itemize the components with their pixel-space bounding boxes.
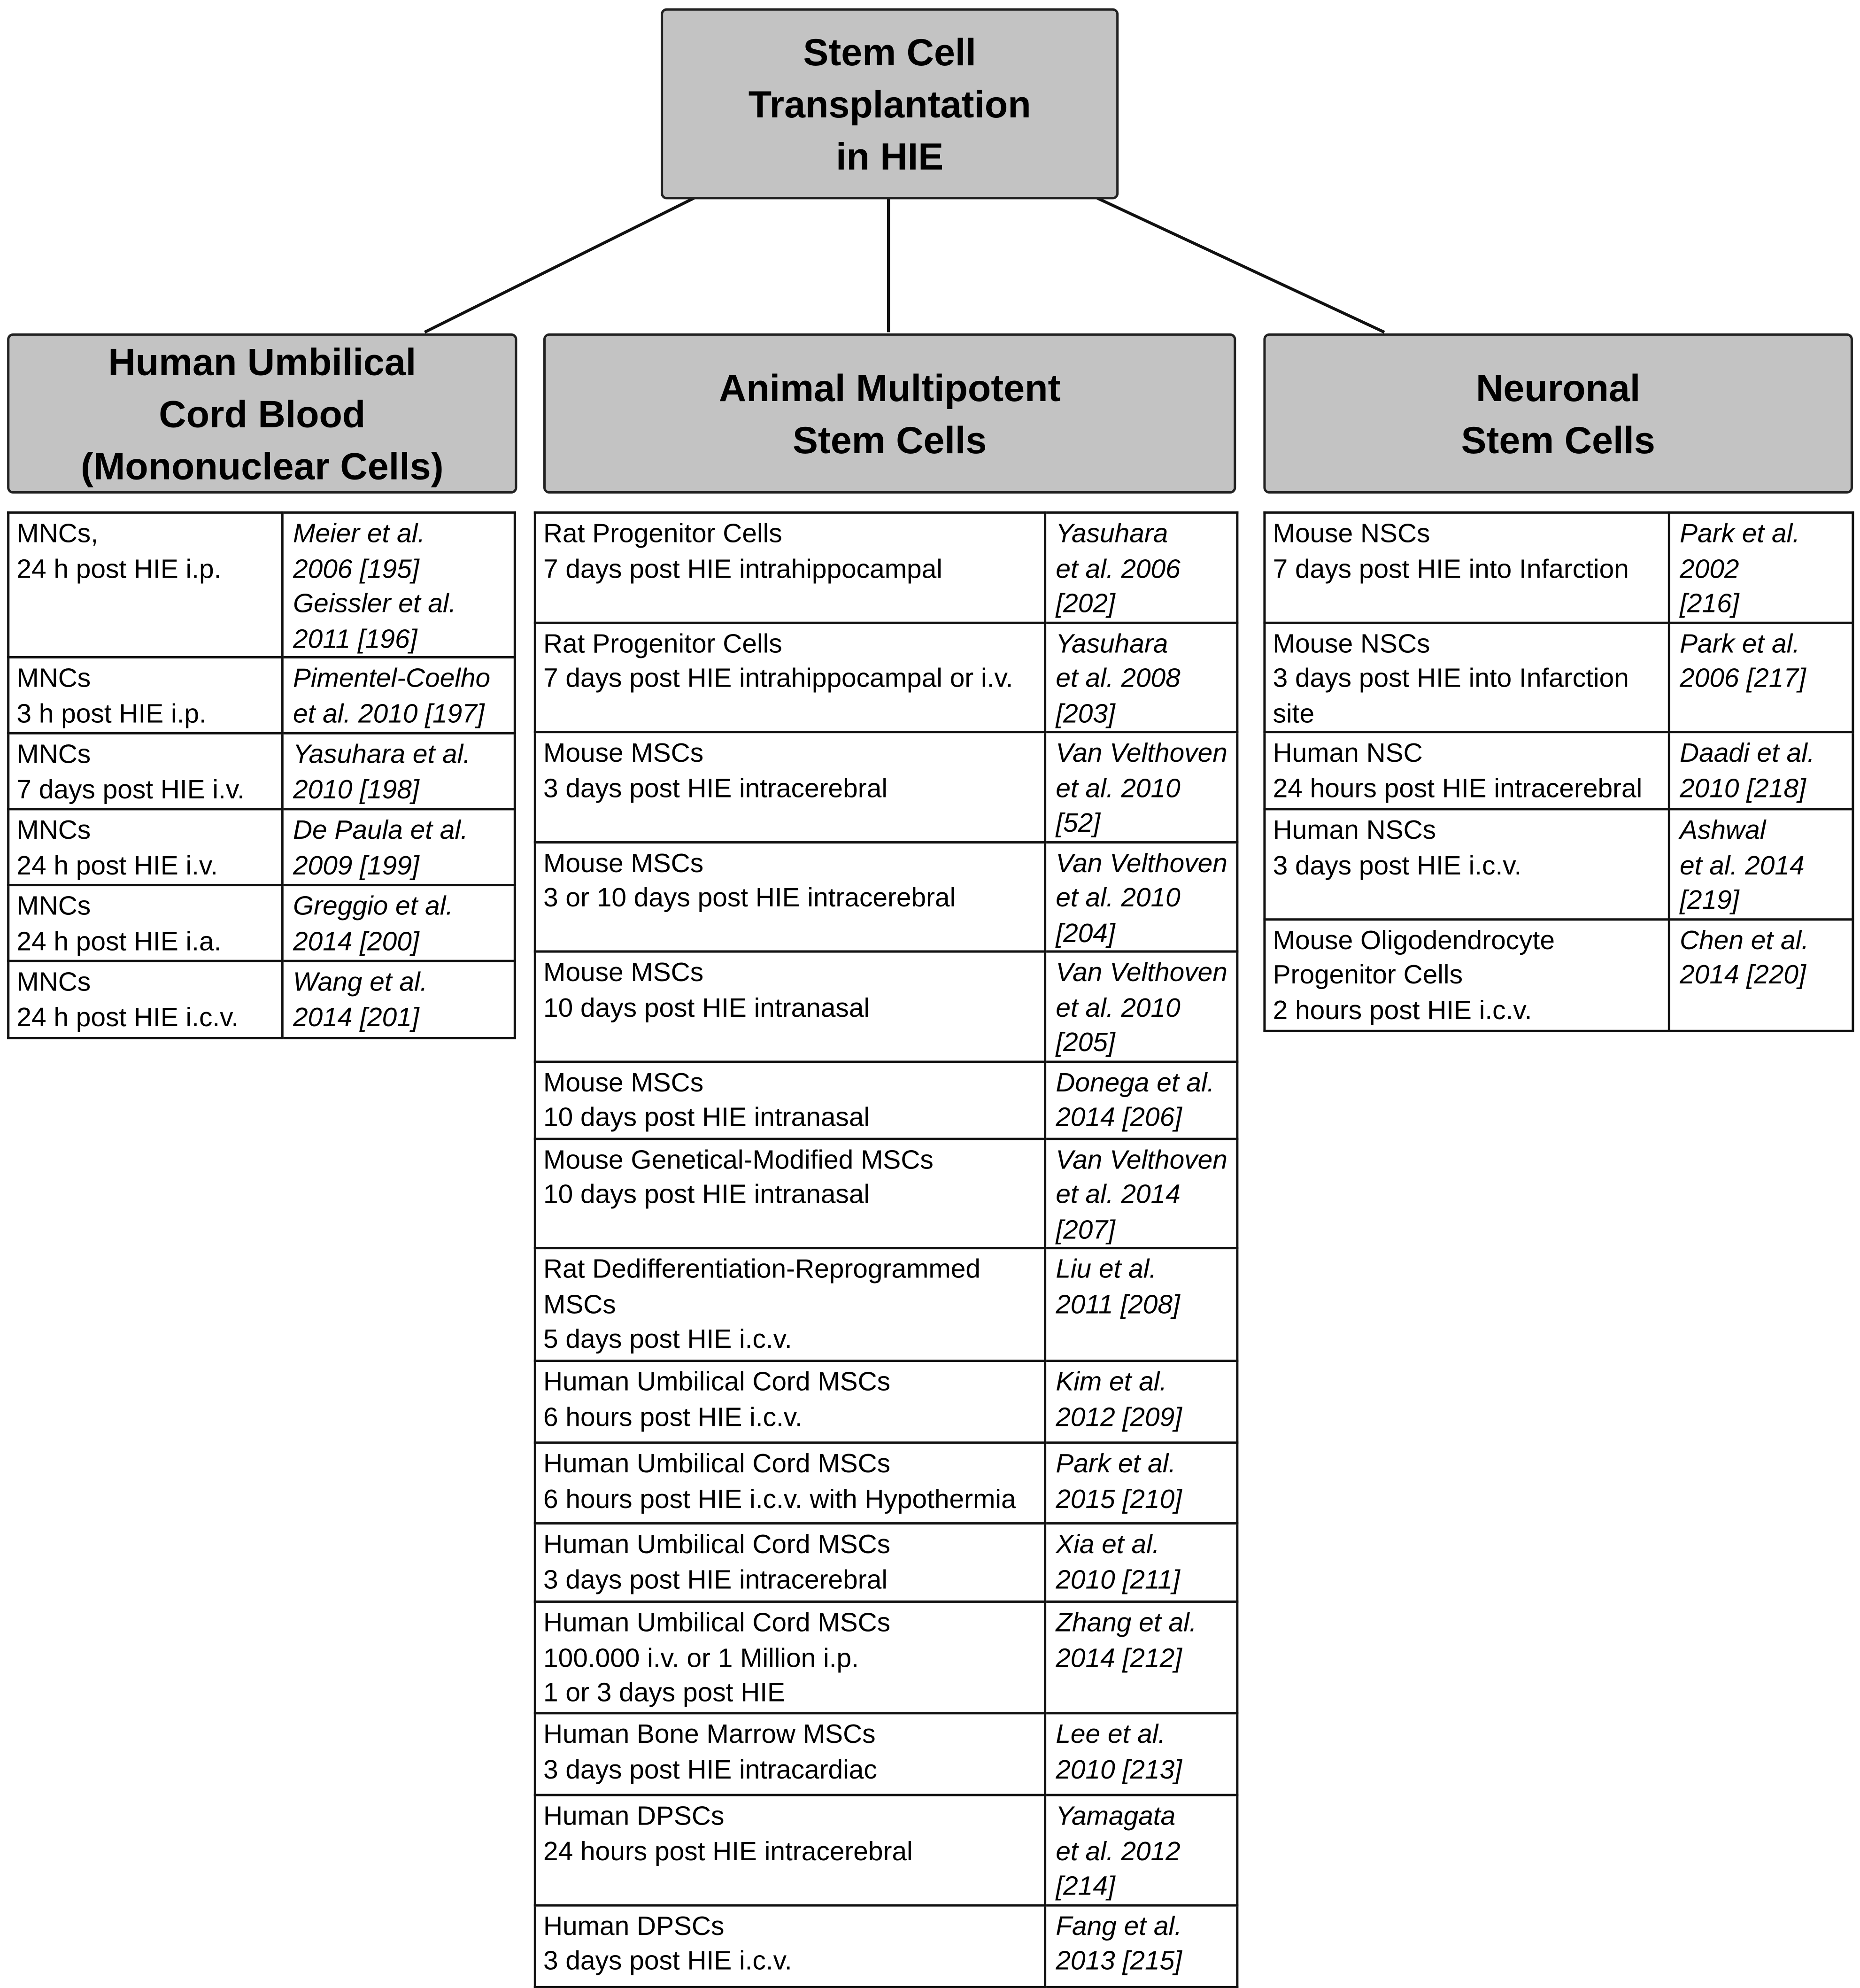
cell-reference: Van Velthoven et al. 2010 [52]	[1045, 732, 1237, 842]
connector-left	[424, 198, 694, 332]
cell-description: Rat Dedifferentiation-Reprogrammed MSCs 5 days post HIE i.c.v.	[535, 1248, 1045, 1361]
cell-reference: Daadi et al. 2010 [218]	[1669, 732, 1853, 809]
table-row	[8, 733, 515, 809]
cell-reference: Yamagata et al. 2012 [214]	[1045, 1795, 1237, 1905]
cell-reference: Chen et al. 2014 [220]	[1669, 919, 1853, 1030]
cell-description: Mouse NSCs 3 days post HIE into Infarction site	[1265, 622, 1669, 732]
cell-reference: Greggio et al. 2014 [200]	[282, 885, 515, 961]
table-cord-blood	[7, 511, 516, 1039]
table-row	[535, 1248, 1237, 1361]
cell-description: Human Umbilical Cord MSCs 3 days post HIE intracerebral	[535, 1524, 1045, 1602]
table-neuronal	[1263, 511, 1854, 1032]
cell-reference: Yasuhara et al. 2006 [202]	[1045, 512, 1237, 622]
cell-reference: Donega et al. 2014 [206]	[1045, 1061, 1237, 1138]
table-row	[535, 1713, 1237, 1795]
cell-reference: Xia et al. 2010 [211]	[1045, 1524, 1237, 1602]
cell-reference: Lee et al. 2010 [213]	[1045, 1713, 1237, 1795]
table-row	[535, 622, 1237, 732]
cell-description: MNCs 24 h post HIE i.a.	[8, 885, 283, 961]
table-row	[1265, 919, 1853, 1030]
cell-reference: Meier et al. 2006 [195] Geissler et al. 2011 [196]	[282, 512, 515, 657]
root-node: Stem Cell Transplantation in HIE	[661, 8, 1119, 200]
cell-description: Mouse MSCs 3 days post HIE intracerebral	[535, 732, 1045, 842]
cell-description: MNCs 3 h post HIE i.p.	[8, 658, 283, 734]
connector-right	[1097, 198, 1384, 332]
cell-description: Mouse Oligodendrocyte Progenitor Cells 2 hours post HIE i.c.v.	[1265, 919, 1669, 1030]
category-header-multipotent: Animal Multipotent Stem Cells	[543, 333, 1236, 494]
cell-reference: Liu et al. 2011 [208]	[1045, 1248, 1237, 1361]
cell-reference: Fang et al. 2013 [215]	[1045, 1905, 1237, 1987]
table-row	[8, 658, 515, 734]
cell-reference: Van Velthoven et al. 2010 [204]	[1045, 842, 1237, 951]
cell-description: Mouse Genetical-Modified MSCs 10 days post HIE intranasal	[535, 1138, 1045, 1248]
table-row	[535, 1905, 1237, 1987]
cell-reference: Van Velthoven et al. 2014 [207]	[1045, 1138, 1237, 1248]
table-row	[535, 951, 1237, 1061]
cell-description: MNCs 24 h post HIE i.v.	[8, 809, 283, 885]
table-row	[535, 1795, 1237, 1905]
cell-reference: Ashwal et al. 2014 [219]	[1669, 809, 1853, 919]
cell-description: Human NSC 24 hours post HIE intracerebral	[1265, 732, 1669, 809]
table-row	[1265, 512, 1853, 622]
cell-description: Human DPSCs 24 hours post HIE intracerebral	[535, 1795, 1045, 1905]
cell-description: Human Umbilical Cord MSCs 100.000 i.v. or 1 Million i.p. 1 or 3 days post HIE	[535, 1601, 1045, 1713]
table-row	[1265, 809, 1853, 919]
table-row	[1265, 622, 1853, 732]
table-row	[535, 732, 1237, 842]
cell-reference: Kim et al. 2012 [209]	[1045, 1361, 1237, 1443]
table-multipotent	[534, 511, 1239, 1988]
table-row	[535, 1061, 1237, 1138]
cell-reference: Zhang et al. 2014 [212]	[1045, 1601, 1237, 1713]
cell-description: Human Umbilical Cord MSCs 6 hours post HIE i.c.v.	[535, 1361, 1045, 1443]
table-row	[535, 1443, 1237, 1524]
cell-description: Mouse MSCs 10 days post HIE intranasal	[535, 1061, 1045, 1138]
cell-description: Mouse MSCs 10 days post HIE intranasal	[535, 951, 1045, 1061]
cell-description: Human DPSCs 3 days post HIE i.c.v.	[535, 1905, 1045, 1987]
category-header-neuronal: Neuronal Stem Cells	[1263, 333, 1853, 494]
cell-description: MNCs, 24 h post HIE i.p.	[8, 512, 283, 657]
table-row	[535, 1601, 1237, 1713]
table-row	[8, 809, 515, 885]
table-row	[535, 1138, 1237, 1248]
table-row	[8, 961, 515, 1038]
cell-description: Human Bone Marrow MSCs 3 days post HIE intracardiac	[535, 1713, 1045, 1795]
cell-reference: Park et al. 2002 [216]	[1669, 512, 1853, 622]
cell-reference: Yasuhara et al. 2008 [203]	[1045, 622, 1237, 732]
cell-description: Mouse NSCs 7 days post HIE into Infarction	[1265, 512, 1669, 622]
cell-description: Rat Progenitor Cells 7 days post HIE intrahippocampal or i.v.	[535, 622, 1045, 732]
cell-reference: Yasuhara et al. 2010 [198]	[282, 733, 515, 809]
cell-description: Rat Progenitor Cells 7 days post HIE intrahippocampal	[535, 512, 1045, 622]
table-row	[535, 1361, 1237, 1443]
cell-reference: De Paula et al. 2009 [199]	[282, 809, 515, 885]
table-row	[8, 512, 515, 657]
cell-description: Mouse MSCs 3 or 10 days post HIE intracerebral	[535, 842, 1045, 951]
category-header-cord-blood: Human Umbilical Cord Blood (Mononuclear Cells)	[7, 333, 517, 494]
cell-reference: Park et al. 2015 [210]	[1045, 1443, 1237, 1524]
table-row	[8, 885, 515, 961]
cell-description: MNCs 7 days post HIE i.v.	[8, 733, 283, 809]
cell-description: Human NSCs 3 days post HIE i.c.v.	[1265, 809, 1669, 919]
table-row	[535, 512, 1237, 622]
cell-reference: Van Velthoven et al. 2010 [205]	[1045, 951, 1237, 1061]
table-row	[1265, 732, 1853, 809]
table-row	[535, 1524, 1237, 1602]
table-row	[535, 842, 1237, 951]
cell-reference: Wang et al. 2014 [201]	[282, 961, 515, 1038]
cell-description: MNCs 24 h post HIE i.c.v.	[8, 961, 283, 1038]
cell-reference: Pimentel-Coelho et al. 2010 [197]	[282, 658, 515, 734]
cell-reference: Park et al. 2006 [217]	[1669, 622, 1853, 732]
cell-description: Human Umbilical Cord MSCs 6 hours post HIE i.c.v. with Hypothermia	[535, 1443, 1045, 1524]
